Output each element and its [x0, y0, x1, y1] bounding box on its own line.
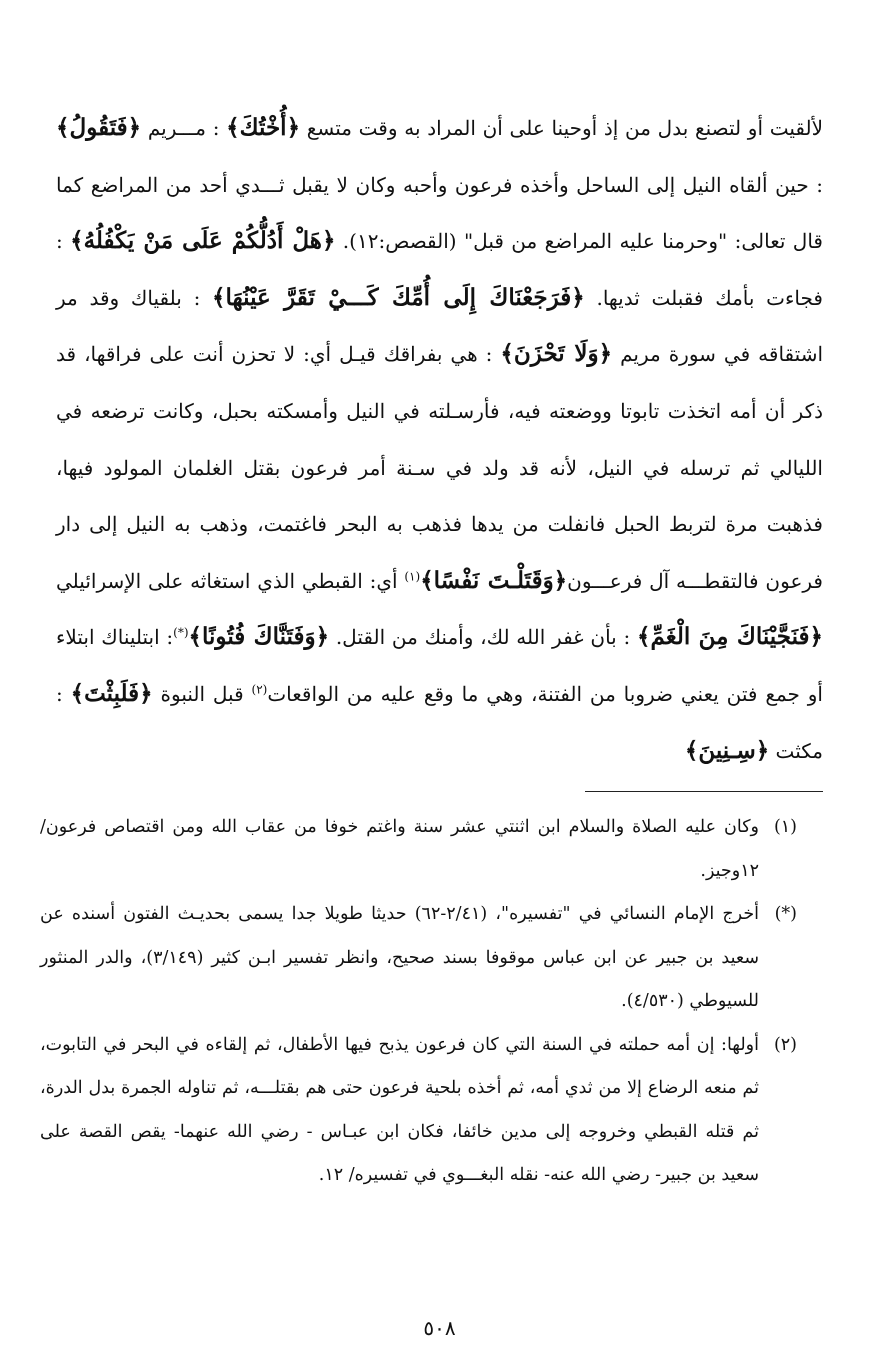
body-text-segment: قبل النبوة	[152, 681, 252, 706]
footnote-reference: (١)	[404, 569, 421, 584]
footnote-text: أولها: إن أمه حملته في السنة التي كان فرعون يذبح فيها الأطفال، ثم إلقاءه في البحر في التابوت، ثم منعه الرضاع إلا من ثدي أمه، ثم أخذه بلحية فرعون حتى هم بقتلـــه، ثم تناوله الجمرة بدل الدرة، ثم قتله القبطي وخروجه إلى مدين خائفا، فكان ابن عبـاس - رضي الله عنهما- يقص القصة على سعيد بن جبير- رضي الله عنه- نقله البغـــوي في تفسيره/ ١٢.	[40, 1034, 759, 1185]
footnote-marker: (*)	[774, 904, 797, 924]
body-text-segment: أي: القبطي الذي استغاثه على الإسرائيلي	[56, 568, 405, 593]
main-paragraph	[56, 100, 823, 779]
body-text-segment: : بلقياك وقد مر اشتقاقه في سورة مريم	[56, 285, 824, 367]
quran-phrase: ﴿أُخْتُكَ﴾	[226, 114, 301, 141]
quran-phrase: ﴿فَلَبِثْتَ﴾	[70, 679, 153, 707]
body-text-segment: : حين ألقاه النيل إلى الساحل وأخذه فرعون وأحبه وكان لا يقبل ثـــدي أحد من المراضع كما قال تعالى: "وحرمنا عليه المراضع من قبل" (القصص:١٢).	[56, 172, 823, 254]
quran-phrase: ﴿فَرَجَعْنَاكَ إِلَى أُمِّكَ كَـــيْ تَقَرَّ عَيْنُهَا﴾	[212, 283, 585, 311]
footnote-divider	[585, 791, 823, 792]
footnote-text: وكان عليه الصلاة والسلام ابن اثنتي عشر سنة واغتم خوفا من عقاب الله ومن اقتصاص فرعون/١٢وجيز.	[40, 817, 759, 881]
quran-phrase: ﴿سِـنِينَ﴾	[684, 736, 770, 764]
footnote-reference: (*)	[173, 625, 189, 640]
footnote-1	[40, 806, 797, 893]
footnote-star	[40, 893, 797, 1024]
quran-phrase: ﴿وَقَتَلْـتَ نَفْسًا﴾	[420, 566, 568, 594]
footnote-marker: (١)	[773, 817, 797, 837]
body-text-segment: : مـــريم	[141, 116, 227, 140]
quran-phrase: ﴿فَنَجَّيْنَاكَ مِنَ الْغَمِّ﴾	[636, 623, 823, 651]
quran-phrase: ﴿هَلْ أَدُلُّكُمْ عَلَى مَنْ يَكْفُلُهُ﴾	[70, 227, 336, 255]
body-text-segment: : هي بفراقك قيـل أي: لا تحزن أنت على فراقها، قد ذكر أن أمه اتخذت تابوتا ووضعته فيه، فأرسـلته في النيل وأمسكته بحبل، وكانت ترضعه في الليالي ثم ترسله في النيل، لأنه قد ولد في سـنة أمر فرعون بقتل الغلمان المولود فيها، فذهبت مرة لتربط الحبل فانفلت من يدها فذهب به البحر فاغتمت، وذهب به النيل إلى دار فرعون فالتقطـــه آل فرعـــون	[56, 342, 824, 593]
footnote-2	[40, 1024, 797, 1198]
body-text-segment: : فجاءت بأمك فقبلت ثديها.	[56, 229, 823, 310]
footnote-text: أخرج الإمام النسائي في "تفسيره"، (٢/٤١-٦٢) حديثا طويلا جدا يسمى بحديـث الفتون أسنده عن سعيد بن جبير عن ابن عباس موقوفا بسند صحيح، وانظر تفسير ابـن كثير (٣/١٤٩)، والدر المنثور للسيوطي (٤/٥٣٠).	[40, 904, 760, 1011]
body-text-segment: : ابتليناك ابتلاء أو جمع فتن يعني ضروبا من الفتنة، وهي ما وقع عليه من الواقعات	[56, 625, 823, 706]
body-text-segment: : بأن غفر الله لك، وأمنك من القتل.	[329, 625, 637, 650]
footnotes-section	[40, 806, 797, 1198]
footnote-reference: (٢)	[251, 682, 268, 697]
page-number: ٥٠٨	[423, 1316, 456, 1340]
body-text-segment: لألقيت أو لتصنع بدل من إذ أوحينا على أن المراد به وقت متسع	[300, 116, 824, 140]
main-body-text	[56, 100, 823, 779]
quran-phrase: ﴿فَتَقُولُ﴾	[56, 114, 142, 141]
quran-phrase: ﴿وَلَا تَحْزَنَ﴾	[500, 340, 613, 368]
body-text-segment: : مكثت	[56, 681, 823, 763]
quran-phrase: ﴿وَفَتَنَّاكَ فُتُونًا﴾	[188, 623, 330, 651]
footnote-marker: (٢)	[773, 1034, 797, 1055]
